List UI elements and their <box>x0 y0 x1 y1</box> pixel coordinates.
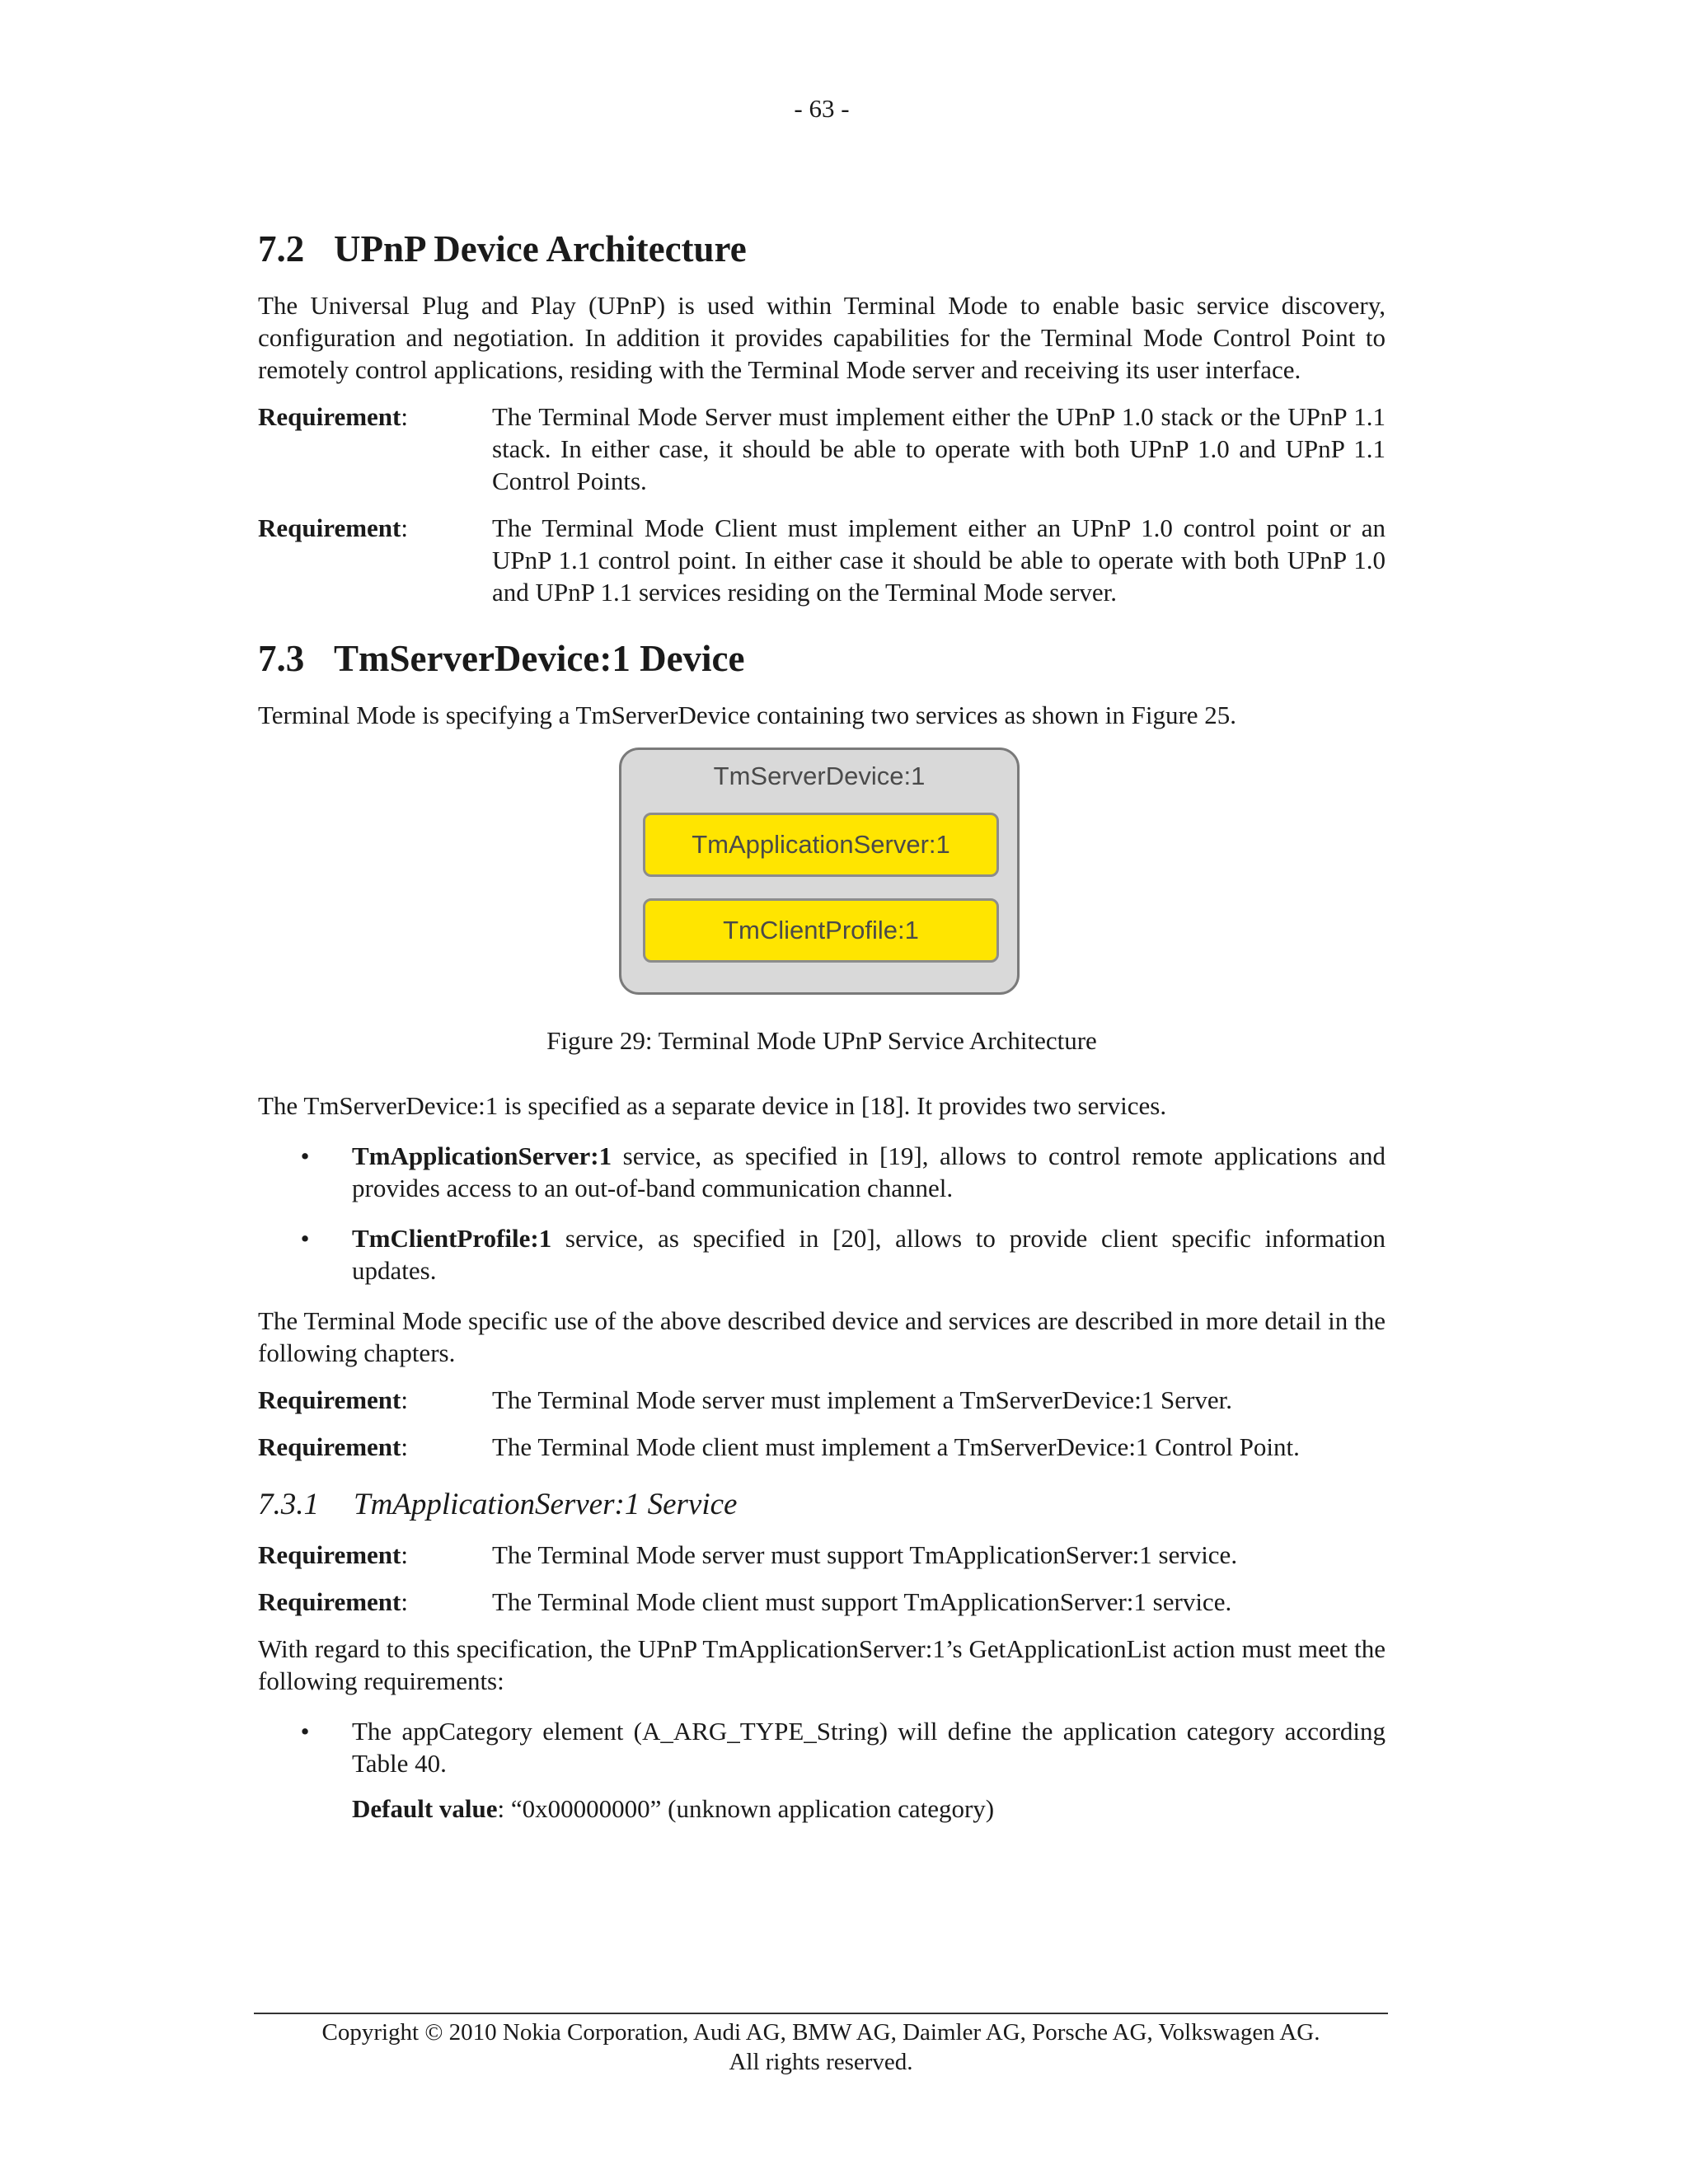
list-item: • TmApplicationServer:1 service, as specified in [19], allows to control remote applications and provides access to an out-of-band communication channel. <box>300 1141 1386 1202</box>
device-box <box>619 748 1020 995</box>
services-list <box>258 1140 1386 1286</box>
requirement-row: Requirement: The Terminal Mode Client must implement either an UPnP 1.0 control point or an UPnP 1.1 control point. In either case it should be able to operate with both UPnP 1.0 and UPnP 1.1 services residing on the Terminal Mode server. <box>258 513 1386 607</box>
requirement-row: Requirement: The Terminal Mode client must implement a TmServerDevice:1 Control Point. <box>258 1432 1300 1461</box>
section-7-2-heading: 7.2 UPnP Device Architecture <box>258 228 747 269</box>
service-box-client-profile: TmClientProfile:1 <box>643 898 999 963</box>
requirement-row: Requirement: The Terminal Mode Server must implement either the UPnP 1.0 stack or the UPnP 1.1 stack. In either case, it should be able to operate with both UPnP 1.0 and UPnP 1.1 Control Points. <box>258 402 1386 495</box>
section-7-3-1-para: With regard to this specification, the UPnP TmApplicationServer:1’s GetApplicationList action must meet the following requirements: <box>258 1634 1386 1695</box>
section-7-3-heading: 7.3 TmServerDevice:1 Device <box>258 638 745 679</box>
requirement-row: Requirement: The Terminal Mode client must support TmApplicationServer:1 service. <box>258 1587 1232 1616</box>
section-7-3-para2: The TmServerDevice:1 is specified as a separate device in [18]. It provides two services. <box>258 1091 1167 1120</box>
footer-copyright: Copyright © 2010 Nokia Corporation, Audi AG, BMW AG, Daimler AG, Porsche AG, Volkswagen AG. <box>321 2019 1320 2046</box>
device-title: TmServerDevice:1 <box>713 762 926 790</box>
list-item: • TmClientProfile:1 service, as specified in [20], allows to provide client specific information updates. <box>300 1224 1386 1285</box>
list-item: • The appCategory element (A_ARG_TYPE_String) will define the application category according Table 40. Default value: “0x00000000” (unknown application category) <box>300 1717 1386 1823</box>
section-7-3-para3: The Terminal Mode specific use of the above described device and services are described in more detail in the following chapters. <box>258 1306 1386 1367</box>
requirement-row: Requirement: The Terminal Mode server must support TmApplicationServer:1 service. <box>258 1540 1238 1569</box>
default-value: Default value: “0x00000000” (unknown application category) <box>352 1794 995 1823</box>
footer <box>254 2013 1388 2077</box>
requirements-list <box>258 1715 1386 1825</box>
footer-rights: All rights reserved. <box>729 2049 913 2075</box>
requirement-row: Requirement: The Terminal Mode server must implement a TmServerDevice:1 Server. <box>258 1385 1233 1414</box>
section-7-2-intro: The Universal Plug and Play (UPnP) is used within Terminal Mode to enable basic service discovery, configuration and negotiation. In addition it provides capabilities for the Terminal Mode Control Point to remotely control applications, residing with the Terminal Mode server and receiving its user interface. <box>258 291 1386 384</box>
section-7-3-1-heading: 7.3.1 TmApplicationServer:1 Service <box>258 1488 738 1521</box>
page-content <box>258 227 1386 1843</box>
section-7-3-intro: Terminal Mode is specifying a TmServerDevice containing two services as shown in Figure 25. <box>258 701 1237 729</box>
architecture-figure <box>258 748 1386 1011</box>
service-box-application-server: TmApplicationServer:1 <box>643 813 999 877</box>
page-number: - 63 - <box>794 94 850 123</box>
figure-caption: Figure 29: Terminal Mode UPnP Service Architecture <box>546 1026 1097 1055</box>
